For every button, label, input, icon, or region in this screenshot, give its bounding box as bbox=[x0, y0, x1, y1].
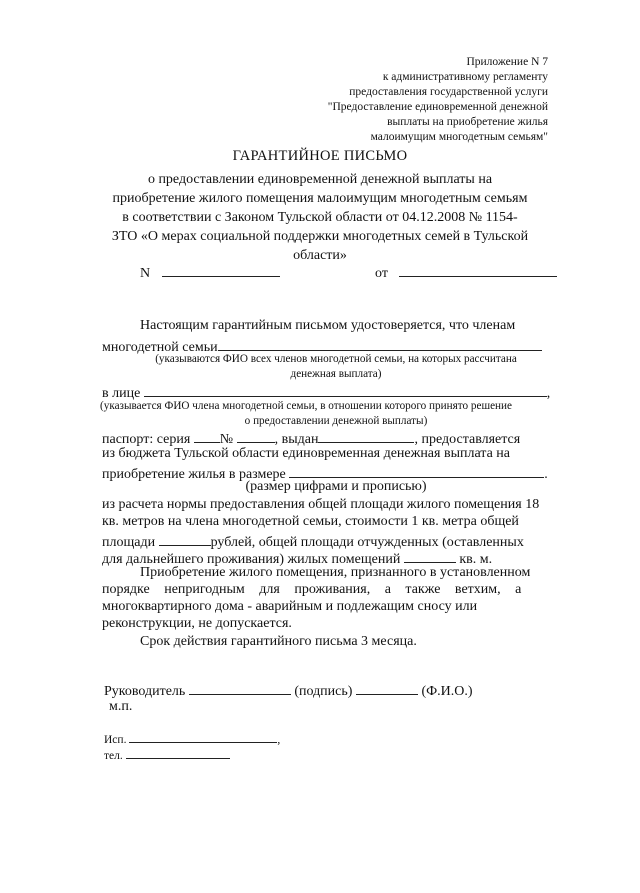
date-field bbox=[375, 262, 557, 282]
stamp-place: м.п. bbox=[109, 699, 133, 714]
area-blank bbox=[404, 548, 456, 563]
body-line bbox=[102, 634, 608, 650]
subtitle-line: приобретение жилого помещения малоимущим многодетным семьям bbox=[112, 191, 528, 206]
body-text: в лице bbox=[102, 386, 141, 401]
body-text: кв. м. bbox=[459, 552, 493, 567]
body-text: , выдан bbox=[274, 432, 319, 447]
appendix-header bbox=[288, 55, 548, 145]
note-line bbox=[102, 479, 570, 495]
head-blank bbox=[189, 680, 291, 695]
number-label: N bbox=[140, 266, 151, 281]
number-field bbox=[140, 262, 280, 282]
note-text: (указываются ФИО всех членов многодетной семьи, на которых рассчитана bbox=[155, 353, 517, 365]
body-line bbox=[102, 616, 570, 632]
body-text: . bbox=[544, 467, 548, 482]
number-date-line bbox=[0, 262, 640, 282]
body-line bbox=[102, 599, 570, 615]
fio-label: (Ф.И.О.) bbox=[421, 684, 473, 699]
note-line bbox=[100, 400, 568, 412]
note-text: денежная выплата) bbox=[290, 368, 382, 380]
body-line bbox=[102, 565, 608, 581]
passport-number-blank bbox=[237, 428, 275, 443]
note-line bbox=[102, 415, 570, 427]
document-subtitle bbox=[100, 170, 540, 265]
body-line bbox=[102, 382, 570, 402]
family-members-blank bbox=[218, 336, 542, 351]
document-title: ГАРАНТИЙНОЕ ПИСЬМО bbox=[232, 148, 408, 164]
subtitle-line: о предоставлении единовременной денежной выплаты на bbox=[147, 172, 493, 187]
body-text: многодетной семьи bbox=[102, 340, 218, 355]
date-blank bbox=[399, 262, 557, 277]
validity-text: Срок действия гарантийного письма 3 месяца. bbox=[140, 634, 417, 649]
body-line bbox=[102, 318, 570, 334]
body-line bbox=[102, 582, 570, 598]
executor-end: , bbox=[277, 734, 281, 746]
body-text: № bbox=[219, 432, 234, 447]
subtitle-line: в соответствии с Законом Тульской области от 04.12.2008 № 1154- bbox=[122, 210, 518, 225]
note-line bbox=[102, 368, 570, 380]
body-line bbox=[102, 428, 570, 448]
body-text: из расчета нормы предоставления общей площади жилого помещения 18 bbox=[102, 497, 540, 512]
body-text: , предоставляется bbox=[414, 432, 521, 447]
body-text: для дальнейшего проживания) жилых помещений bbox=[102, 552, 401, 567]
subtitle-line: ЗТО «О мерах социальной поддержки многодетных семей в Тульской bbox=[111, 229, 529, 244]
signature-line bbox=[104, 680, 473, 700]
body-text: порядке непригодным для проживания, а также ветхим, а bbox=[102, 582, 522, 597]
price-blank bbox=[159, 531, 211, 546]
body-text: паспорт: серия bbox=[102, 432, 191, 447]
note-line bbox=[102, 353, 570, 365]
appendix-line: малоимущим многодетным семьям" bbox=[370, 131, 548, 143]
executor-line bbox=[104, 731, 280, 746]
body-line bbox=[102, 514, 570, 530]
subtitle-line: области» bbox=[293, 248, 347, 263]
issued-by-blank bbox=[318, 428, 414, 443]
body-text: , bbox=[546, 386, 551, 401]
body-text: рублей, общей площади отчужденных (оставленных bbox=[210, 535, 524, 550]
body-text: кв. метров на члена многодетной семьи, стоимости 1 кв. метра общей bbox=[102, 514, 519, 529]
executor-blank bbox=[129, 731, 277, 743]
person-blank bbox=[144, 382, 547, 397]
phone-line bbox=[104, 747, 230, 762]
body-text: Приобретение жилого помещения, признанного в установленном bbox=[140, 565, 531, 580]
note-text: (размер цифрами и прописью) bbox=[245, 479, 427, 494]
appendix-line: Приложение N 7 bbox=[466, 56, 548, 68]
executor-label: Исп. bbox=[104, 734, 127, 746]
head-label: Руководитель bbox=[104, 684, 186, 699]
appendix-line: "Предоставление единовременной денежной bbox=[327, 101, 548, 113]
amount-blank bbox=[289, 463, 544, 478]
body-line bbox=[102, 446, 570, 462]
signature-blank bbox=[356, 680, 418, 695]
body-line bbox=[102, 497, 570, 513]
appendix-line: к административному регламенту bbox=[382, 71, 548, 83]
body-text: Настоящим гарантийным письмом удостоверяется, что членам bbox=[140, 318, 516, 333]
signature-label: (подпись) bbox=[294, 684, 353, 699]
series-blank bbox=[194, 428, 220, 443]
phone-label: тел. bbox=[104, 750, 123, 762]
body-text: из бюджета Тульской области единовременная денежная выплата на bbox=[102, 446, 511, 461]
appendix-line: выплаты на приобретение жилья bbox=[387, 116, 548, 128]
note-text: (указывается ФИО члена многодетной семьи, в отношении которого принято решение bbox=[100, 400, 512, 412]
note-text: о предоставлении денежной выплаты) bbox=[244, 415, 428, 427]
appendix-line: предоставления государственной услуги bbox=[349, 86, 548, 98]
body-text: площади bbox=[102, 535, 156, 550]
phone-blank bbox=[126, 747, 230, 759]
date-label: от bbox=[375, 266, 388, 281]
number-blank bbox=[162, 262, 280, 277]
body-text: приобретение жилья в размере bbox=[102, 467, 286, 482]
body-text: реконструкции, не допускается. bbox=[102, 616, 292, 631]
body-text: многоквартирного дома - аварийным и подлежащим сносу или bbox=[102, 599, 478, 614]
